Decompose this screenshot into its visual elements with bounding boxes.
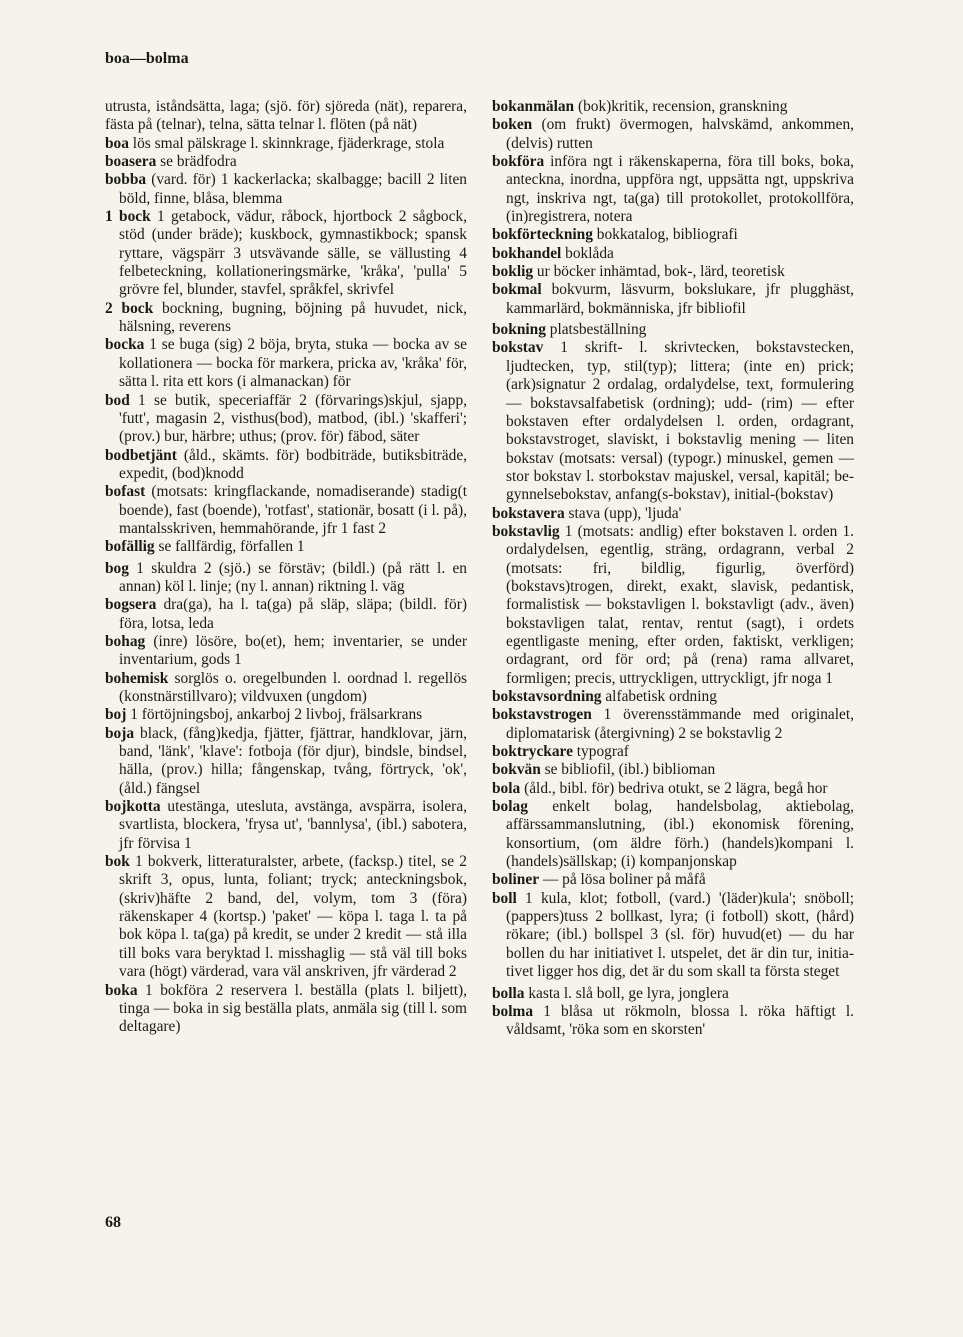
entry-definition: alfabetisk ordning <box>601 688 717 705</box>
dictionary-entry <box>105 392 467 447</box>
headword: bok <box>105 853 130 871</box>
dictionary-entry <box>492 761 854 779</box>
headword: bohemisk <box>105 669 169 687</box>
entry-definition: 1 bokverk, litteraturalster, arbete, (facksp.) titel, se 2 skrift 3, opus, lunta, foliant; tryck; anteckningsbok, (skriv)häfte 2 band, del, volym, tom 3 (föra) räkenskaper 4 (kortsp.) 'paket' — köpa l. taga l. ta på bok köpa l. ta(ga) på kredit, se under 2 kredit — stå illa till boks vara beryktad l. misshaglig — stå väl till boks vara (högt) värderad, vara väl anskriven, jfr värderad 2 <box>119 853 467 981</box>
dictionary-entry <box>105 982 467 1037</box>
entry-definition: (om frukt) övermogen, halvskämd, ankommen, (delvis) rutten <box>506 116 854 152</box>
headword: bobba <box>105 171 147 189</box>
dictionary-entry <box>492 871 854 889</box>
entry-definition: (inre) lösöre, bo(et), hem; inventarier, se under inventarium, gods 1 <box>119 632 467 669</box>
entry-definition: platsbeställning <box>545 321 647 339</box>
headword: bokstavsordning <box>492 688 602 705</box>
dictionary-entry <box>105 853 467 981</box>
dictionary-entry <box>105 538 467 556</box>
entry-definition: se brädfodra <box>156 153 237 171</box>
entry-definition: (åld., skämts. för) bodbiträde, butiksbiträde, expedit, (bod)knodd <box>119 446 467 482</box>
headword: bokmal <box>492 281 542 299</box>
entry-definition: bockning, bugning, böjning på huvudet, nick, hälsning, reverens <box>119 299 467 336</box>
headword: bokanmälan <box>492 98 575 115</box>
entry-definition: enkelt bolag, handelsbolag, aktiebolag, affärssammanslutning, (ibl.) ekonomisk förening, konsortium, (om äldre förh.) (handels)kompani l. (handels)sällskap; (i) kompanjonskap <box>506 798 854 871</box>
headword: boll <box>492 889 517 907</box>
entry-definition: ur böcker inhämtad, bok-, lärd, teoretisk <box>533 263 785 281</box>
headword: bodbetjänt <box>105 446 177 464</box>
entry-definition: kasta l. slå boll, ge lyra, jonglera <box>524 984 729 1002</box>
headword: bokstavera <box>492 504 565 522</box>
dictionary-entry <box>492 116 854 153</box>
headword: bohag <box>105 632 146 650</box>
left-column <box>105 98 467 1037</box>
headword: bokförteckning <box>492 226 593 244</box>
dictionary-entry <box>105 447 467 484</box>
dictionary-entry <box>492 505 854 523</box>
dictionary-entry <box>105 633 467 670</box>
dictionary-entry <box>492 798 854 871</box>
headword: boklig <box>492 263 534 281</box>
entry-definition: boklåda <box>561 244 614 262</box>
dictionary-entry <box>105 171 467 208</box>
headword: bokföra <box>492 153 545 171</box>
headword: boka <box>105 981 138 999</box>
headword: boliner <box>492 871 540 889</box>
headword: boa <box>105 134 129 152</box>
entry-definition: se fallfärdig, förfallen 1 <box>154 538 305 556</box>
headword: boasera <box>105 153 157 171</box>
headword: bolma <box>492 1002 534 1020</box>
dictionary-entry <box>105 483 467 538</box>
entry-definition: 1 kula, klot; fotboll, (vard.) '(läder)kula'; snöboll; (pappers)tuss 2 bollkast, lyra; (i fotboll) skott, (hård) rökare; (ibl.) bollspel 3 (sl. för) huvud(et) — du har bollen du har initiativet l. utspelet, det är din tur, initiativet ligger hos dig, det är du som skall ta första steget <box>506 889 854 981</box>
dictionary-entry <box>492 780 854 798</box>
entry-definition: 1 se buga (sig) 2 böja, bryta, stuka — bocka av se kollationera — bocka för markera, pricka av, 'kråka' för, sätta l. rita ett kors (i almanackan) för <box>119 336 467 391</box>
headword: boj <box>105 706 127 724</box>
entry-definition: 1 blåsa ut rökmoln, blossa l. röka häftigt l. våldsamt, 'röka som en skorsten' <box>506 1002 854 1039</box>
dictionary-entry <box>105 596 467 633</box>
dictionary-entry <box>492 985 854 1003</box>
headword: bofast <box>105 483 146 501</box>
dictionary-entry <box>492 743 854 761</box>
dictionary-entry <box>492 98 854 116</box>
entry-definition: (vard. för) 1 kackerlacka; skalbagge; bacill 2 liten böld, finne, blåsa, blemma <box>119 171 467 207</box>
entry-definition: black, (fång)kedja, fjätter, fjättrar, handklovar, järn, band, 'länk', 'klave': fotboja (för djur), bindsle, bindsel, hälla, (prov.) hilla; fångenskap, tvång, förtryck, 'ok', (åld.) fängsel <box>119 724 467 797</box>
dictionary-entry <box>105 560 467 597</box>
headword: bokstavstrogen <box>492 706 592 724</box>
page-number: 68 <box>105 1214 121 1231</box>
headword: boktryckare <box>492 743 573 761</box>
running-head: boa—bolma <box>105 50 189 67</box>
dictionary-entry <box>492 281 854 318</box>
dictionary-entry <box>492 245 854 263</box>
headword: bolla <box>492 984 525 1002</box>
dictionary-entry <box>492 1003 854 1040</box>
dictionary-entry <box>105 208 467 300</box>
headword: bojkotta <box>105 798 161 816</box>
entry-definition: 1 skrift- l. skrivtecken, bokstavstecken, ljudtecken, typ, stil(typ); littera; (inte en) prick; (ark)signatur 2 ordalag, ordalydelse, text, formulering — bokstavsalfabetisk (ordning); udd- (rim) — efter bokstaven efter ordalydelsen l. orden, ordagrant, bokstavstroget, slaviskt, i bokstavlig mening — liten bokstav (motsats: versal) (typogr.) minuskel, gemen — stor bokstav l. storbokstav majuskel, versal, kapitäl; begynnelsebokstav, anfang(s-bokstav), initial-(bokstav) <box>506 339 854 504</box>
headword: bod <box>105 391 130 409</box>
headword: bokning <box>492 321 546 339</box>
entry-definition: bokkatalog, bibliografi <box>592 226 738 244</box>
dictionary-entry <box>105 725 467 798</box>
entry-definition: stava (upp), 'ljuda' <box>564 504 682 522</box>
dictionary-entry <box>492 523 854 688</box>
right-column <box>492 98 854 1040</box>
entry-definition: — på lösa boliner på måfå <box>539 871 706 889</box>
entry-definition: 1 se butik, speceriaffär 2 (förvarings)skjul, sjapp, 'futt', magasin 2, visthus(bod), matbod, (ibl.) 'skafferi'; (prov.) bur, härbre; uthus; (prov. för) fäbod, säter <box>119 391 467 446</box>
headword: bokhandel <box>492 244 562 262</box>
headword: 1 bock <box>105 208 151 226</box>
entry-definition: 1 bokföra 2 reservera l. beställa (plats l. biljett), tinga — boka in sig beställa plats, anmäla sig (till l. som deltagare) <box>119 981 467 1036</box>
headword: 2 bock <box>105 299 154 317</box>
headword: bokstav <box>492 339 544 357</box>
dictionary-entry <box>492 321 854 339</box>
dictionary-entry <box>492 226 854 244</box>
headword: bola <box>492 779 521 797</box>
entry-definition: dra(ga), ha l. ta(ga) på släp, släpa; (bildl. för) föra, lotsa, leda <box>119 596 467 632</box>
dictionary-entry <box>105 300 467 337</box>
headword: bofällig <box>105 538 155 556</box>
dictionary-entry <box>492 263 854 281</box>
entry-definition: utrusta, iståndsätta, laga; (sjö. för) sjöreda (nät), reparera, fästa på (telnar), telna, sätta telnar l. flöten (på nät) <box>105 98 467 134</box>
dictionary-entry <box>492 153 854 226</box>
entry-definition: 1 överensstämmande med originalet, diplomatarisk (återgivning) 2 se bokstavlig 2 <box>506 706 854 742</box>
dictionary-entry <box>105 98 467 135</box>
headword: bokvän <box>492 761 541 779</box>
entry-definition: utestänga, utesluta, avstänga, avspärra, isolera, svartlista, blockera, 'frysa ut', 'bannlysa', (ibl.) sabotera, jfr förvisa 1 <box>119 798 467 852</box>
headword: boken <box>492 116 533 134</box>
dictionary-entry <box>492 890 854 982</box>
dictionary-entry <box>105 336 467 391</box>
headword: boja <box>105 724 135 742</box>
headword: bocka <box>105 336 145 354</box>
entry-definition: 1 förtöjningsboj, ankarboj 2 livboj, frälsarkrans <box>126 706 423 724</box>
entry-definition: 1 getabock, vädur, råbock, hjortbock 2 sågbock, stöd (under bräde); kuskbock, gymnastikbock; spansk ryttare, vägspärr 3 utsvävande sälle, se vällusting 4 felbeteckning, kollationeringsmärke, 'kråka', 'pulla' 5 grövre fel, blunder, stavfel, språkfel, skrivfel <box>119 208 467 299</box>
entry-definition: se bibliofil, (ibl.) biblioman <box>540 761 716 779</box>
entry-definition: 1 skuldra 2 (sjö.) se förstäv; (bildl.) (på rätt l. en annan) köl l. linje; (ny l. annan) riktning l. väg <box>119 559 467 595</box>
headword: bolag <box>492 798 528 816</box>
entry-definition: 1 (motsats: andlig) efter bokstaven l. orden 1. ordalydelsen, egentlig, sträng, ordagrann, verbal 2 (motsats: fri, bildlig, figurlig, överförd) (bokstavs)trogen, direkt, exakt, slavisk, pedantisk, formalistisk — bokstavligen l. bokstavligt (adv., även) bokstavligen talat, rentav, rentut (sagt), i ordets egentligaste mening, efter orden, faktiskt, verkligen; ordagrant, ord för ord; på (rena) rama allvaret, formligen; precis, uttryckligen, uttryckligt, jfr noga 1 <box>506 522 854 687</box>
headword: bogsera <box>105 596 157 614</box>
entry-definition: införa ngt i räkenskaperna, föra till boks, boka, anteckna, inordna, uppföra ngt, uppsätta ngt, uppskriva ngt, inskriva ngt, ta(ga) till protokollet, protokollföra, (in)registrera, notera <box>506 153 854 226</box>
dictionary-entry <box>105 135 467 153</box>
entry-definition: (bok)kritik, recension, granskning <box>574 98 788 115</box>
dictionary-entry <box>492 339 854 504</box>
entry-definition: sorglös o. oregelbunden l. oordnad l. regellös (konstnärstillvaro); vildvuxen (ungdom) <box>119 669 467 705</box>
dictionary-entry <box>492 706 854 743</box>
headword: bokstavlig <box>492 522 560 540</box>
dictionary-entry <box>105 153 467 171</box>
entry-definition: typograf <box>572 743 629 761</box>
dictionary-entry <box>105 670 467 707</box>
entry-definition: lös smal pälskrage l. skinnkrage, fjäderkrage, stola <box>128 134 445 152</box>
dictionary-entry <box>105 798 467 853</box>
dictionary-entry <box>492 688 854 706</box>
entry-definition: (motsats: kringflackande, nomadiserande) stadig(t boende), fast (boende), 'rotfast', stationär, bosatt (i l. på), mantalsskriven, hemmahörande, jfr 1 fast 2 <box>119 483 467 537</box>
entry-definition: (åld., bibl. för) bedriva otukt, se 2 lägra, begå hor <box>520 779 828 797</box>
headword: bog <box>105 559 129 577</box>
entry-definition: bokvurm, läsvurm, bokslukare, jfr plugghäst, kammarlärd, bokmänniska, jfr bibliofil <box>506 281 854 317</box>
dictionary-entry <box>105 706 467 724</box>
